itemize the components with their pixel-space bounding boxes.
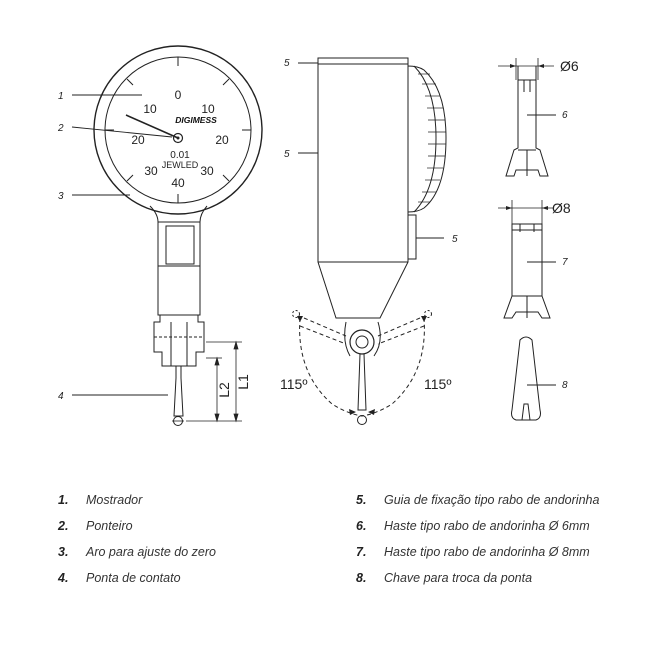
dial-number-right-20: 20 bbox=[215, 133, 229, 147]
legend-item-1 bbox=[58, 493, 142, 507]
legend-item-3 bbox=[58, 545, 216, 559]
dial-jeweled: JEWLED bbox=[161, 160, 199, 170]
side-dovetail-guide bbox=[408, 215, 416, 259]
side-bezel bbox=[408, 66, 446, 212]
callout-5-mid: 5 bbox=[284, 149, 290, 160]
callout-6: 6 bbox=[562, 110, 568, 121]
swing-arc bbox=[300, 318, 425, 416]
side-pivot-inner bbox=[356, 336, 368, 348]
dial-number-left-10: 10 bbox=[143, 102, 157, 116]
part-8-key bbox=[512, 337, 541, 420]
side-view bbox=[293, 58, 447, 425]
legend-text: Guia de fixação tipo rabo de andorinha bbox=[384, 493, 600, 507]
legend-item-2 bbox=[58, 519, 133, 533]
dial-number-left-20: 20 bbox=[131, 133, 145, 147]
brand-logo: DIGIMESS bbox=[175, 115, 217, 125]
dial-number-left-30: 30 bbox=[144, 164, 158, 178]
front-view bbox=[94, 46, 262, 426]
legend-number: 2. bbox=[58, 519, 69, 533]
callout-5-side: 5 bbox=[452, 234, 458, 245]
legend-item-6 bbox=[356, 519, 590, 533]
part-6-stem bbox=[498, 58, 554, 176]
legend-text: Haste tipo rabo de andorinha Ø 8mm bbox=[384, 545, 590, 559]
part-7-stem bbox=[498, 200, 554, 318]
callout-7: 7 bbox=[562, 257, 568, 268]
callout-1: 1 bbox=[58, 91, 64, 102]
legend-number: 4. bbox=[58, 571, 69, 585]
side-callouts bbox=[298, 63, 444, 238]
contact-point-stem bbox=[174, 366, 183, 416]
angle-right-label: 115º bbox=[424, 376, 452, 392]
legend-number: 5. bbox=[356, 493, 367, 507]
legend-item-4 bbox=[58, 571, 181, 585]
legend-number: 7. bbox=[356, 545, 367, 559]
legend-item-8 bbox=[356, 571, 532, 585]
dial-resolution: 0.01 bbox=[170, 150, 190, 161]
front-callouts bbox=[72, 95, 172, 395]
front-lower-block bbox=[154, 315, 204, 366]
dial-number-40: 40 bbox=[171, 176, 185, 190]
legend-number: 8. bbox=[356, 571, 367, 585]
dial-number-right-30: 30 bbox=[200, 164, 214, 178]
legend-number: 6. bbox=[356, 519, 367, 533]
callout-4: 4 bbox=[58, 391, 64, 402]
legend-text: Aro para ajuste do zero bbox=[86, 545, 216, 559]
legend-item-5 bbox=[356, 493, 599, 507]
knurl-lines bbox=[418, 74, 446, 202]
legend-text: Mostrador bbox=[86, 493, 143, 507]
legend-item-7 bbox=[356, 545, 590, 559]
side-stylus bbox=[358, 354, 366, 410]
side-pivot-outer bbox=[350, 330, 374, 354]
callout-5-top: 5 bbox=[284, 58, 290, 69]
legend-text: Haste tipo rabo de andorinha Ø 6mm bbox=[384, 519, 590, 533]
dimension-dia8: Ø8 bbox=[552, 200, 571, 216]
dimension-l1: L1 bbox=[235, 374, 251, 390]
angle-left-label: 115º bbox=[280, 376, 308, 392]
legend-text: Chave para troca da ponta bbox=[384, 571, 533, 585]
dial-number-0: 0 bbox=[174, 88, 182, 102]
dial-number-right-10: 10 bbox=[201, 102, 215, 116]
callout-8: 8 bbox=[562, 380, 568, 391]
side-body bbox=[318, 64, 408, 318]
front-window bbox=[166, 226, 194, 264]
legend-number: 1. bbox=[58, 493, 69, 507]
dimension-l2: L2 bbox=[216, 382, 232, 398]
dimension-dia6: Ø6 bbox=[560, 58, 579, 74]
dimension-lines bbox=[186, 342, 242, 421]
legend-text: Ponteiro bbox=[86, 519, 133, 533]
callout-2: 2 bbox=[58, 123, 64, 134]
side-contact-ball bbox=[358, 416, 367, 425]
callout-3: 3 bbox=[58, 191, 64, 202]
legend-number: 3. bbox=[58, 545, 69, 559]
side-top-cap bbox=[318, 58, 408, 64]
legend-text: Ponta de contato bbox=[86, 571, 181, 585]
